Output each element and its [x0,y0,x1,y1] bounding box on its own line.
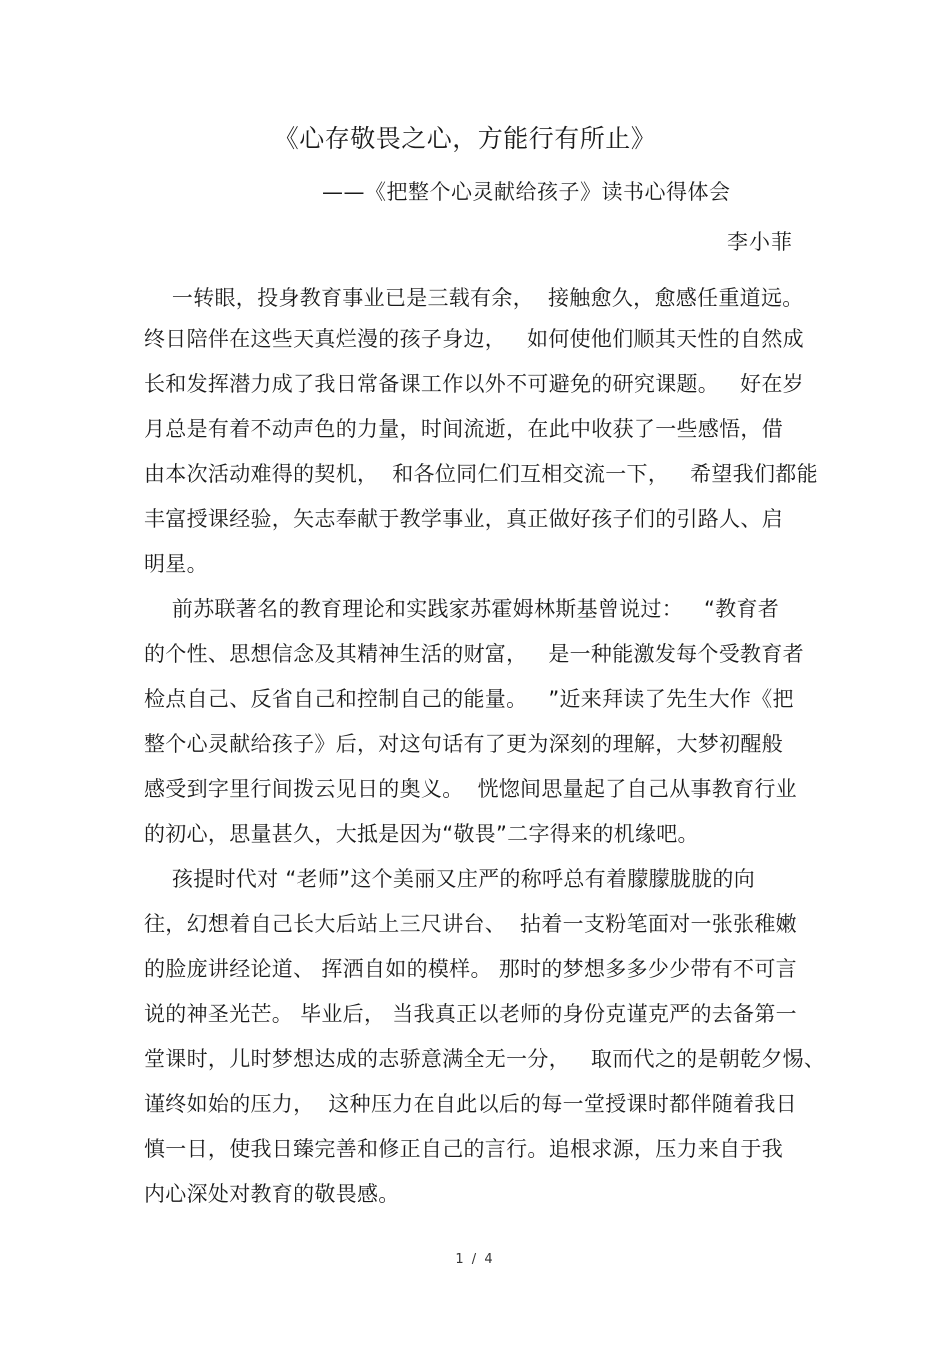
body-line: 说的神圣光芒。 毕业后， 当我真正以老师的身份克谨克严的去备第一 [144,1002,797,1026]
body-line: 一转眼，投身教育事业已是三载有余， 接触愈久，愈感任重道远。 [144,286,804,310]
body-line: 整个心灵献给孩子》后，对这句话有了更为深刻的理解，大梦初醒般 [144,732,783,756]
body-line: 谨终如始的压力， 这种压力在自此以后的每一堂授课时都伴随着我日 [144,1092,797,1116]
document-title: 《心存敬畏之心，方能行有所止》 [273,124,657,153]
body-line: 往，幻想着自己长大后站上三尺讲台、 拈着一支粉笔面对一张张稚嫩 [144,912,797,936]
body-line: 孩提时代对 “老师”这个美丽又庄严的称呼总有着朦朦胧胧的向 [144,867,756,891]
body-line: 堂课时，儿时梦想达成的志骄意满全无一分， 取而代之的是朝乾夕惕、 [144,1047,826,1071]
body-line: 明星。 [144,552,208,576]
body-line: 检点自己、反省自己和控制自己的能量。 ”近来拜读了先生大作《把 [144,687,794,711]
body-line: 的初心，思量甚久，大抵是因为“敬畏”二字得来的机缘吧。 [144,822,699,846]
body-line: 的脸庞讲经论道、 挥洒自如的模样。 那时的梦想多多少少带有不可言 [144,957,797,981]
body-line: 月总是有着不动声色的力量，时间流逝，在此中收获了一些感悟，借 [144,417,783,441]
body-line: 感受到字里行间拨云见日的奥义。 恍惚间思量起了自己从事教育行业 [144,777,797,801]
body-line: 慎一日，使我日臻完善和修正自己的言行。追根求源，压力来自于我 [144,1137,783,1161]
body-line: 丰富授课经验，矢志奉献于教学事业，真正做好孩子们的引路人、启 [144,507,783,531]
body-line: 的个性、思想信念及其精神生活的财富， 是一种能激发每个受教育者 [144,642,804,666]
body-line: 由本次活动难得的契机， 和各位同仁们互相交流一下， 希望我们都能 [144,462,818,486]
page-number: 1 / 4 [455,1252,495,1267]
body-line: 内心深处对教育的敬畏感。 [144,1182,400,1206]
author-name: 李小菲 [727,230,793,254]
body-line: 终日陪伴在这些天真烂漫的孩子身边， 如何使他们顺其天性的自然成 [144,327,804,351]
body-line: 前苏联著名的教育理论和实践家苏霍姆林斯基曾说过： “教育者 [144,597,780,621]
body-line: 长和发挥潜力成了我日常备课工作以外不可避免的研究课题。 好在岁 [144,372,804,396]
document-subtitle: ——《把整个心灵献给孩子》读书心得体会 [322,180,731,204]
